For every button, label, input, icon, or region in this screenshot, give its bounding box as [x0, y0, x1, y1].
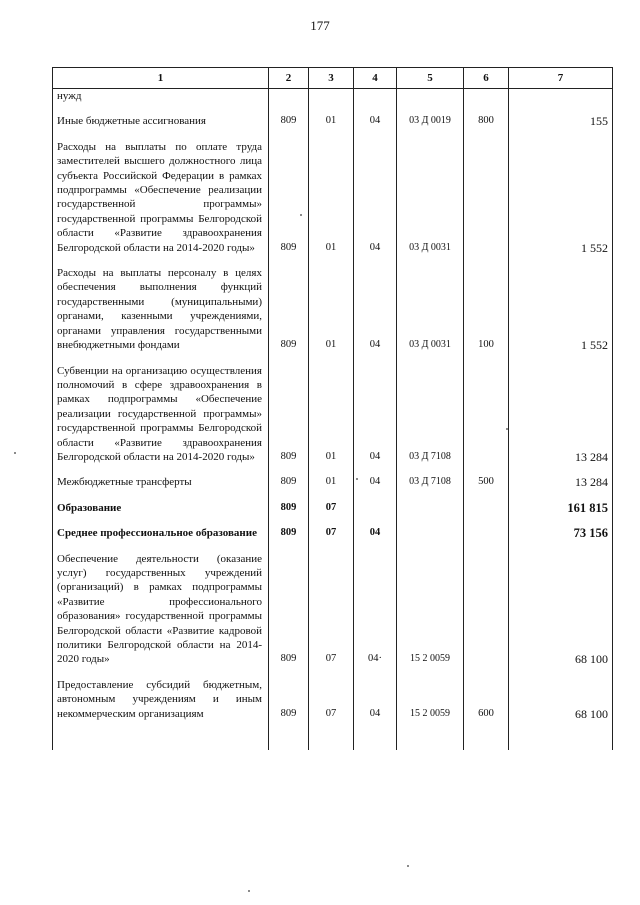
header-col-4: 4: [354, 68, 397, 89]
empty-cell: [309, 724, 354, 750]
row-target-article: 15 2 0059: [397, 670, 464, 724]
budget-table: [52, 67, 613, 750]
row-subsection: [354, 493, 397, 518]
row-section: 01: [309, 258, 354, 355]
table-row: [53, 106, 613, 131]
row-description: Иные бюджетные ассигнования: [53, 106, 269, 131]
row-subsection: 04: [354, 467, 397, 492]
empty-cell: [397, 724, 464, 750]
row-expense-type: [464, 493, 509, 518]
row-section: 07: [309, 493, 354, 518]
row-amount: 13 284: [509, 467, 613, 492]
row-subsection: 04: [354, 670, 397, 724]
table-row: [53, 356, 613, 468]
row-expense-type: [464, 544, 509, 670]
row-admin-code: 809: [269, 544, 309, 670]
row-section: 01: [309, 467, 354, 492]
row-target-article: 03 Д 0031: [397, 132, 464, 258]
row-target-article: 03 Д 0019: [397, 106, 464, 131]
row-subsection: 04·: [354, 544, 397, 670]
row-target-article: [397, 493, 464, 518]
header-col-3: 3: [309, 68, 354, 89]
empty-cell: [269, 724, 309, 750]
row-description: Расходы на выплаты по оплате труда заместителей высшего должностного лица субъекта Российской Федерации в рамках подпрограммы «Обеспечение реализации государственной программы» государственной программы Белгородской области «Развитие здравоохранения Белгородской области на 2014-2020 годы»: [53, 132, 269, 258]
scan-speck: [506, 428, 508, 430]
row-expense-type: 100: [464, 258, 509, 355]
table-row: [53, 132, 613, 258]
row-subsection: 04: [354, 356, 397, 468]
row-section: [309, 89, 354, 107]
row-description: Субвенции на организацию осуществления полномочий в сфере здравоохранения в рамках подпрограммы «Обеспечение реализации государственной программы» государственной программы Белгородской области «Развитие здравоохранения Белгородской области на 2014-2020 годы»: [53, 356, 269, 468]
row-expense-type: [464, 89, 509, 107]
row-subsection: 04: [354, 258, 397, 355]
row-admin-code: 809: [269, 493, 309, 518]
row-target-article: 03 Д 0031: [397, 258, 464, 355]
row-admin-code: 809: [269, 670, 309, 724]
table-row: [53, 518, 613, 543]
row-amount: 155: [509, 106, 613, 131]
scan-speck: [356, 478, 358, 480]
row-expense-type: 500: [464, 467, 509, 492]
row-section: 07: [309, 544, 354, 670]
row-section: 01: [309, 106, 354, 131]
table-row: [53, 544, 613, 670]
header-col-5: 5: [397, 68, 464, 89]
row-admin-code: [269, 89, 309, 107]
row-amount: [509, 89, 613, 107]
table-row: [53, 258, 613, 355]
row-subsection: 04: [354, 132, 397, 258]
row-amount: 13 284: [509, 356, 613, 468]
table-row: [53, 493, 613, 518]
row-description: Образование: [53, 493, 269, 518]
row-amount: 68 100: [509, 670, 613, 724]
row-subsection: [354, 89, 397, 107]
row-admin-code: 809: [269, 467, 309, 492]
row-target-article: [397, 89, 464, 107]
empty-cell: [354, 724, 397, 750]
row-target-article: 03 Д 7108: [397, 356, 464, 468]
scan-speck: [300, 214, 302, 216]
row-section: 01: [309, 356, 354, 468]
row-target-article: [397, 518, 464, 543]
row-amount: 1 552: [509, 132, 613, 258]
row-amount: 1 552: [509, 258, 613, 355]
scan-speck: [248, 890, 250, 892]
row-description: Расходы на выплаты персоналу в целях обеспечения выполнения функций государственными (муниципальными) органами, казенными учреждениями, органами управления государственными внебюджетными фондами: [53, 258, 269, 355]
row-expense-type: 600: [464, 670, 509, 724]
scan-speck: [407, 865, 409, 867]
row-subsection: 04: [354, 106, 397, 131]
row-admin-code: 809: [269, 518, 309, 543]
row-section: 01: [309, 132, 354, 258]
empty-cell: [464, 724, 509, 750]
row-admin-code: 809: [269, 106, 309, 131]
row-expense-type: 800: [464, 106, 509, 131]
row-description: нужд: [53, 89, 269, 107]
scan-speck: [14, 452, 16, 454]
row-expense-type: [464, 518, 509, 543]
header-col-2: 2: [269, 68, 309, 89]
row-subsection: 04: [354, 518, 397, 543]
row-target-article: 15 2 0059: [397, 544, 464, 670]
empty-cell: [509, 724, 613, 750]
row-admin-code: 809: [269, 356, 309, 468]
row-admin-code: 809: [269, 132, 309, 258]
header-col-1: 1: [53, 68, 269, 89]
row-expense-type: [464, 132, 509, 258]
empty-cell: [53, 724, 269, 750]
row-admin-code: 809: [269, 258, 309, 355]
row-target-article: 03 Д 7108: [397, 467, 464, 492]
row-section: 07: [309, 670, 354, 724]
row-expense-type: [464, 356, 509, 468]
page-number: 177: [310, 18, 330, 33]
header-col-6: 6: [464, 68, 509, 89]
row-amount: 68 100: [509, 544, 613, 670]
row-description: Предоставление субсидий бюджетным, автономным учреждениям и иным некоммерческим организациям: [53, 670, 269, 724]
row-description: Межбюджетные трансферты: [53, 467, 269, 492]
header-col-7: 7: [509, 68, 613, 89]
row-description: Среднее профессиональное образование: [53, 518, 269, 543]
table-row: [53, 670, 613, 724]
table-row: [53, 89, 613, 107]
table-row: [53, 467, 613, 492]
table-header-row: [53, 68, 613, 89]
row-section: 07: [309, 518, 354, 543]
row-amount: 161 815: [509, 493, 613, 518]
table-tail-spacer: [53, 724, 613, 750]
row-amount: 73 156: [509, 518, 613, 543]
row-description: Обеспечение деятельности (оказание услуг) государственных учреждений (организаций) в рамках подпрограммы «Развитие профессионального образования» государственной программы Белгородской области «Развитие кадровой политики Белгородской области на 2014-2020 годы»: [53, 544, 269, 670]
